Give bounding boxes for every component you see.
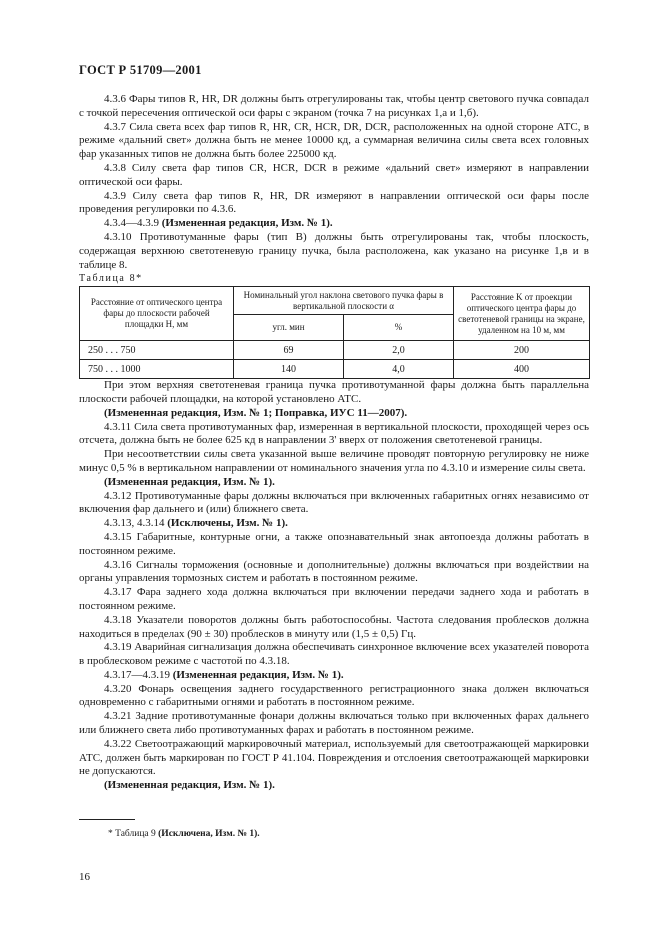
paragraph-4-3-19: 4.3.19 Аварийная сигнализация должна обеспечивать синхронное включение всех указателей поворота в проблесковом режиме с частотой по 4.3.18.	[79, 641, 589, 668]
footnote-divider	[79, 819, 135, 820]
paragraph-4-3-21: 4.3.21 Задние противотуманные фонари должны включаться только при включенных фарах дальнего или ближнего света либо противотуманных фарах и работать в постоянном режиме.	[79, 710, 589, 737]
table-cell-range: 750 . . . 1000	[80, 360, 234, 379]
paragraph-4-3-22: 4.3.22 Светоотражающий маркировочный материал, используемый для светоотражающей маркировки АТС, должен быть маркирован по ГОСТ Р 41.104. Повреждения и отслоения светоотражающей маркировки не допускаются.	[79, 737, 589, 778]
table-cell-range: 250 . . . 750	[80, 341, 234, 360]
paragraph-readjustment: При несоответствии силы света указанной выше величине проводят повторную регулировку не ниже минус 0,5 % в вертикальном направлении от номинального значения угла по 4.3.10 и измерение силы света.	[79, 448, 589, 474]
table-cell-angle: 140	[234, 360, 344, 379]
paragraph-4-3-16: 4.3.16 Сигналы торможения (основные и дополнительные) должны включаться при воздействии на органы управления тормозных систем и работать в постоянном режиме.	[79, 558, 589, 585]
paragraph-4-3-15: 4.3.15 Габаритные, контурные огни, а также опознавательный знак автопоезда должны работать в постоянном режиме.	[79, 530, 589, 557]
table-cell-percent: 2,0	[344, 341, 454, 360]
table-header-angle-min: угл. мин	[234, 315, 344, 341]
table-header-height: Расстояние от оптического центра фары до плоскости рабочей площадки H, мм	[80, 287, 234, 341]
amendment-text: (Измененная редакция, Изм. № 1).	[172, 668, 344, 681]
amendment-text: (Измененная редакция, Изм. № 1).	[161, 217, 333, 230]
table-header-distance: Расстояние K от проекции оптического центра фары до светотеневой границы на экране, удаленном на 10 м, мм	[454, 287, 590, 341]
paragraph-cutoff-line: При этом верхняя светотеневая граница пучка противотуманной фары должна быть параллельна плоскости рабочей площадки, на которой установлено АТС.	[79, 379, 589, 405]
page-number: 16	[79, 871, 90, 883]
table-row	[80, 341, 590, 360]
paragraph-4-3-20: 4.3.20 Фонарь освещения заднего государственного регистрационного знака должен включаться одновременно с габаритными огнями и работать в постоянном режиме.	[79, 682, 589, 709]
paragraph-4-3-7: 4.3.7 Сила света всех фар типов R, HR, CR, HCR, DR, DCR, расположенных на одной стороне АТС, в режиме «дальний свет» должна быть не менее 10000 кд, а суммарная величина силы света всех головных фар указанных типов не должна быть более 225000 кд.	[79, 120, 589, 161]
amendment-note: (Измененная редакция, Изм. № 1; Поправка, ИУС 11—2007).	[104, 406, 408, 419]
document-header: ГОСТ Р 51709—2001	[79, 63, 202, 77]
table-header-percent: %	[344, 315, 454, 341]
table-cell-percent: 4,0	[344, 360, 454, 379]
paragraph-4-3-11: 4.3.11 Сила света противотуманных фар, измеренная в вертикальной плоскости, проходящей через ось отсчета, должна быть не более 625 кд в направлении 3' вверх от положения светотеневой границы.	[79, 420, 589, 447]
paragraph-4-3-18: 4.3.18 Указатели поворотов должны быть работоспособны. Частота следования проблесков должна находиться в пределах (90 ± 30) проблесков в минуту или (1,5 ± 0,5) Гц.	[79, 613, 589, 640]
table-header-angle: Номинальный угол наклона светового пучка фары в вертикальной плоскости α	[234, 287, 454, 315]
table-cell-angle: 69	[234, 341, 344, 360]
footnote	[108, 829, 260, 839]
amendment-note-4-3-4	[79, 217, 589, 231]
excluded-clause-range: 4.3.13, 4.3.14	[104, 517, 165, 530]
table-8	[79, 286, 590, 379]
table-cell-distance: 200	[454, 341, 590, 360]
paragraph-4-3-6: 4.3.6 Фары типов R, HR, DR должны быть отрегулированы так, чтобы центр светового пучка совпадал с точкой пересечения оптической оси фары с экраном (точка 7 на рисунках 1,а и 1,б).	[79, 93, 589, 119]
excluded-text: (Исключены, Изм. № 1).	[167, 517, 288, 530]
amendment-note-4-3-17	[79, 669, 589, 683]
amendment-clause-range: 4.3.4—4.3.9	[104, 217, 159, 230]
amendment-note: (Измененная редакция, Изм. № 1).	[104, 779, 275, 792]
table-caption: Таблица 8*	[79, 273, 143, 285]
table-row	[80, 360, 590, 379]
main-text	[79, 93, 589, 793]
footnote-marker: * Таблица 9	[108, 829, 156, 839]
paragraph-4-3-17: 4.3.17 Фара заднего хода должна включаться при включении передачи заднего хода и работать в постоянном режиме.	[79, 586, 589, 612]
paragraph-4-3-12: 4.3.12 Противотуманные фары должны включаться при включенных габаритных огнях независимо от включения фар дальнего и (или) ближнего света.	[79, 489, 589, 516]
amendment-clause-range: 4.3.17—4.3.19	[104, 668, 170, 681]
footnote-text: (Исключена, Изм. № 1).	[158, 829, 260, 839]
table-cell-distance: 400	[454, 360, 590, 379]
paragraph-4-3-9: 4.3.9 Силу света фар типов R, HR, DR измеряют в направлении оптической оси фары после проведения регулировки по 4.3.6.	[79, 189, 589, 216]
paragraph-4-3-8: 4.3.8 Силу света фар типов CR, HCR, DCR в режиме «дальний свет» измеряют в направлении оптической оси фары.	[79, 161, 589, 188]
excluded-note-4-3-13	[79, 517, 589, 531]
amendment-note: (Измененная редакция, Изм. № 1).	[104, 475, 275, 488]
paragraph-4-3-10: 4.3.10 Противотуманные фары (тип В) должны быть отрегулированы так, чтобы плоскость, содержащая верхнюю светотеневую границу пучка, была расположена, как указано на рисунке 1,в и в таблице 8.	[79, 230, 589, 271]
